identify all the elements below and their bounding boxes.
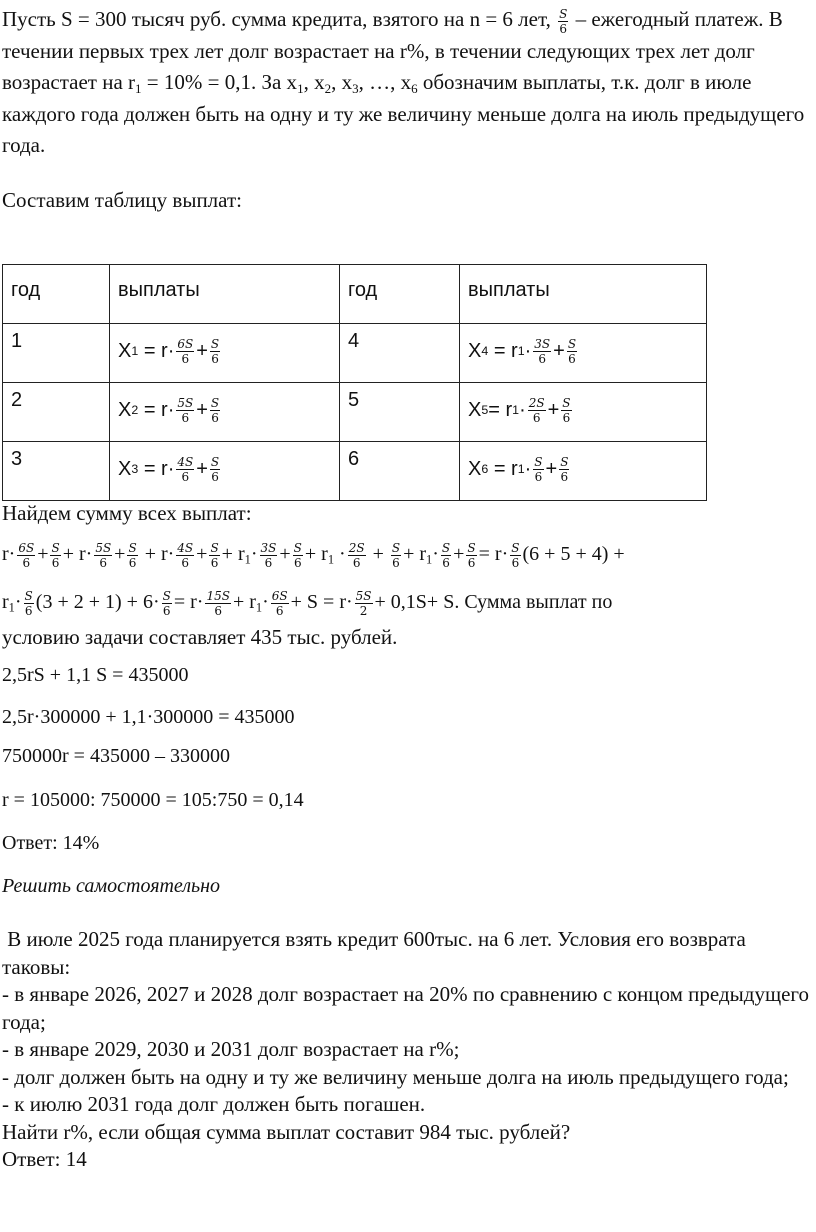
year-cell: 5 [340, 383, 460, 442]
equation-line: 750000r = 435000 – 330000 [2, 745, 230, 767]
payments-table [2, 264, 707, 501]
sum-conclusion: условию задачи составляет 435 тыс. рублей. [2, 625, 398, 649]
table-row [3, 324, 707, 383]
intro-text: Пусть S = 300 тысяч руб. сумма кредита, взятого на n = 6 лет, [2, 7, 551, 31]
fraction-s-over-6: $\frac{S}{6}$ [559, 6, 568, 36]
equation-line: 2,5rS + 1,1 S = 435000 [2, 664, 189, 686]
intro-paragraph: Пусть S = 300 тысяч руб. сумма кредита, взятого на n = 6 лет, $\frac{S}{6}$ – ежегодный платеж. В течении первых трех лет долг возрастает на r%, в течении следующих трех лет долг возрастает на $r_1 = 10\% = 0,1$. За $x_1$, $x_2$, $x_3$, …, $x_6$ обозначим выплаты, т.к. долг в июле каждого года должен быть на одну и ту же величину меньше долга на июль предыдущего года. [2, 6, 805, 158]
task-paragraph: - в январе 2029, 2030 и 2031 долг возрастает на r%; [2, 1037, 460, 1061]
task-paragraph: В июле 2025 года планируется взять кредит 600тыс. на 6 лет. Условия его возврата таковы: [2, 927, 752, 979]
sum-formula-line-1: r· $\frac{6S}{6}$ + $\frac{S}{6}$ + r· $\frac{5S}{6}$ + $\frac{S}{6}$ + r· $\frac{4S}{6}$ + $\frac{S}{6}$ + $r_1\cdot$ $\frac{3S}{6}$ + $\frac{S}{6}$ + $r_1$ · $\frac{2S}{6}$ + $\frac{S}{6}$ + $r_1\cdot$ $\frac{S}{6}$ + $\frac{S}{6}$ = r· $\frac{S}{6}$ (6 + 5 + 4) + [2, 540, 625, 570]
intro-text: обозначим выплаты, т.к. долг в июле каждого года должен быть на одну и ту же величину меньше долга на июль предыдущего года. [2, 70, 805, 158]
header-payments: выплаты [110, 265, 340, 324]
payment-formula: X 1 = r· $\frac{6S}{6}$ + $\frac{S}{6}$ [110, 324, 340, 383]
year-cell: 3 [3, 442, 110, 501]
header-year: год [3, 265, 110, 324]
sum-title: Найдем сумму всех выплат: [2, 501, 252, 525]
task-answer: Ответ: 14 [2, 1147, 87, 1171]
task-paragraph: - в январе 2026, 2027 и 2028 долг возрастает на 20% по сравнению с концом предыдущего года; [2, 982, 810, 1034]
equation-line: 2,5r·300000 + 1,1·300000 = 435000 [2, 706, 295, 728]
sum-formula-line-2: $r_1\cdot$ $\frac{S}{6}$ (3 + 2 + 1) + 6· $\frac{S}{6}$ = r· $\frac{15S}{6}$ + $r_1\cdot$ $\frac{6S}{6}$ + S = r· $\frac{5S}{2}$ + 0,1S+ S. Сумма выплат по [2, 588, 613, 618]
table-row [3, 442, 707, 501]
table-row [3, 383, 707, 442]
task-block [2, 926, 810, 1174]
header-payments: выплаты [460, 265, 707, 324]
table-intro: Составим таблицу выплат: [2, 188, 242, 212]
payment-formula: X 5 = r 1 · $\frac{2S}{6}$ + $\frac{S}{6}$ [460, 383, 707, 442]
task-paragraph: - долг должен быть на одну и ту же величину меньше долга на июль предыдущего года; [2, 1064, 789, 1089]
payment-formula: X 3 = r· $\frac{4S}{6}$ + $\frac{S}{6}$ [110, 442, 340, 501]
answer-line: Ответ: 14% [2, 832, 100, 854]
year-cell: 2 [3, 383, 110, 442]
payment-formula: X 4 = r 1 · $\frac{3S}{6}$ + $\frac{S}{6}$ [460, 324, 707, 383]
self-study-heading: Решить самостоятельно [2, 875, 221, 897]
year-cell: 4 [340, 324, 460, 383]
header-year: год [340, 265, 460, 324]
intro-text: – ежегодный платеж. В течении первых трех лет долг возрастает на r%, в течении следующих трех лет долг возрастает на r [2, 7, 783, 95]
payment-formula: X 2 = r· $\frac{5S}{6}$ + $\frac{S}{6}$ [110, 383, 340, 442]
year-cell: 1 [3, 324, 110, 383]
year-cell: 6 [340, 442, 460, 501]
intro-text: = 10% = 0,1. За x [146, 70, 298, 95]
task-paragraph: - к июлю 2031 года долг должен быть погашен. [2, 1092, 426, 1116]
equation-line: r = 105000: 750000 = 105:750 = 0,14 [2, 789, 304, 811]
task-question: Найти r%, если общая сумма выплат составит 984 тыс. рублей? [2, 1119, 571, 1144]
table-header-row [3, 265, 707, 324]
payment-formula: X 6 = r 1 · $\frac{S}{6}$ + $\frac{S}{6}$ [460, 442, 707, 501]
